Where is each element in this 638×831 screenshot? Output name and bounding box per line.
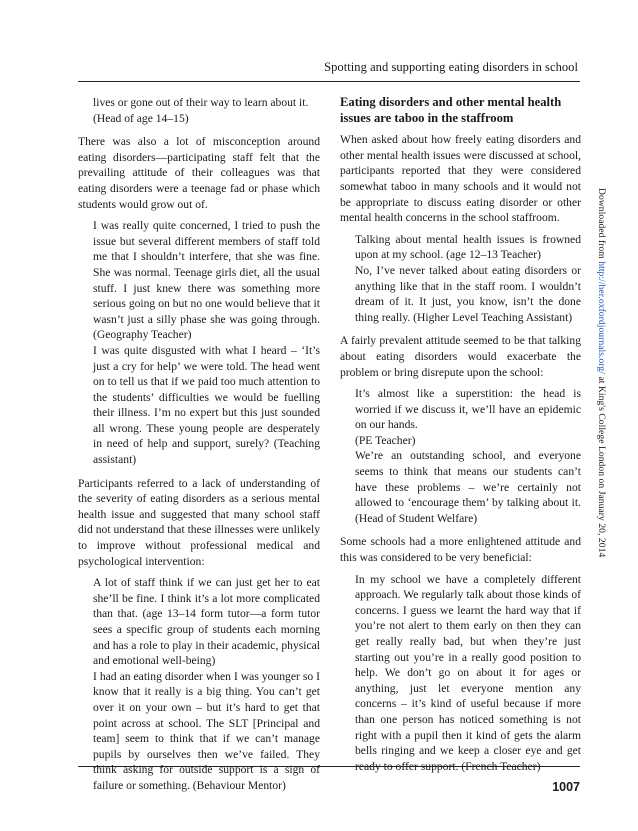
right-column	[340, 95, 581, 782]
footer-rule	[78, 766, 580, 767]
running-head: Spotting and supporting eating disorders in school	[324, 60, 578, 74]
block-quote	[93, 575, 320, 793]
left-column	[78, 95, 320, 802]
page-number: 1007	[552, 780, 580, 794]
paragraph: Participants referred to a lack of understanding of the severity of eating disorders as a serious mental health issue and suggested that many school staff did not understand that these illnesses were unlikely to improve without professional medical and psychological intervention:	[78, 476, 320, 568]
section-heading: Eating disorders and other mental health issues are taboo in the staffroom	[340, 95, 562, 125]
quote-text: A lot of staff think if we can just get her to eat she’ll be fine. I think it’s a lot more complicated than that. (age 13–14 form tutor—a form tutor sees a specific group of students each morning and has a role to play in their academic, physical and emotional well-being)	[93, 576, 320, 668]
download-prefix: Downloaded from	[596, 188, 607, 262]
block-quote	[93, 218, 320, 468]
quote-text: I had an eating disorder when I was younger so I know that it really is a big thing. You can’t get over it on your own – but it’s hard to get that point across at school. The SLT [Principal and team] seem to think that if we can’t manage pupils by ourselves then we’ve failed. They think asking for outside support is a sign of failure or something. (Behaviour Mentor)	[93, 669, 320, 792]
block-quote	[93, 95, 320, 126]
block-quote	[355, 386, 581, 526]
paragraph: When asked about how freely eating disorders and other mental health issues were discussed at school, participants reported that they were considered somewhat taboo in many schools and it would not be appropriate to discuss eating disorder or other mental health concerns in the school staffroom.	[340, 133, 581, 225]
paragraph: Some schools had a more enlightened attitude and this was considered to be very beneficial:	[340, 535, 581, 565]
download-notice	[596, 188, 607, 557]
quote-text: No, I’ve never talked about eating disorders or anything like that in the staff room. I wouldn’t dream of it. It just, you know, isn’t the done thing really. (Higher Level Teaching Assistant)	[355, 263, 581, 324]
quote-text: I was quite disgusted with what I heard – ‘It’s just a cry for help’ we were told. The head went on to tell us that if we paid too much attention to the students’ difficulties we would be fuelling their illness. I’m no expert but this just sounded all wrong. These young people are desperately in need of help and support, surely? (Teaching assistant)	[93, 343, 320, 467]
header-rule	[78, 81, 580, 82]
quote-attribution: (Head of age 14–15)	[93, 111, 189, 125]
quote-attribution: (PE Teacher)	[355, 433, 416, 447]
paragraph: There was also a lot of misconception around eating disorders—participating staff felt that the prevailing attitude of their colleagues was that eating disorders were a teenage fad or phase which students would grow out of.	[78, 135, 320, 211]
journal-link[interactable]: http://her.oxfordjournals.org/	[596, 261, 607, 374]
quote-text: Talking about mental health issues is frowned upon at my school. (age 12–13 Teacher)	[355, 232, 581, 262]
quote-text: It’s almost like a superstition: the head is worried if we discuss it, we’ll have an epidemic on our hands.	[355, 387, 581, 432]
quote-text: In my school we have a completely different approach. We regularly talk about those kinds of concerns. I guess we learnt the hard way that if you’re not alert to them early on then they can get really really bad, but when they’re just starting out you’re in a really good position to help. We don’t go on about it for ages or anything, just let everyone mention any concerns – it’s kind of useful because if more than one person has noticed something is not right with a pupil then it kind of gets the alarm bells ringing and we keep a closer eye and get ready to offer support. (French Teacher)	[355, 572, 581, 773]
block-quote	[355, 572, 581, 775]
block-quote	[355, 232, 581, 326]
paragraph: A fairly prevalent attitude seemed to be that talking about eating disorders would exacerbate the problem or bring disrepute upon the school:	[340, 334, 581, 379]
quote-text: We’re an outstanding school, and everyone seems to think that means our students can’t have these problems – we’re certainly not allowed to ‘encourage them’ by talking about it. (Head of Student Welfare)	[355, 449, 581, 525]
download-suffix: at King's College London on January 20, 2014	[596, 374, 607, 558]
quote-text: I was really quite concerned, I tried to push the issue but several different members of staff told me that I shouldn’t interfere, that she was fine. She was normal. Teenage girls diet, all the usual stuff. I just knew there was something more serious going on but no one would believe that it wasn’t just a silly phase she was going through. (Geography Teacher)	[93, 219, 320, 342]
quote-line: lives or gone out of their way to learn about it.	[93, 96, 309, 109]
